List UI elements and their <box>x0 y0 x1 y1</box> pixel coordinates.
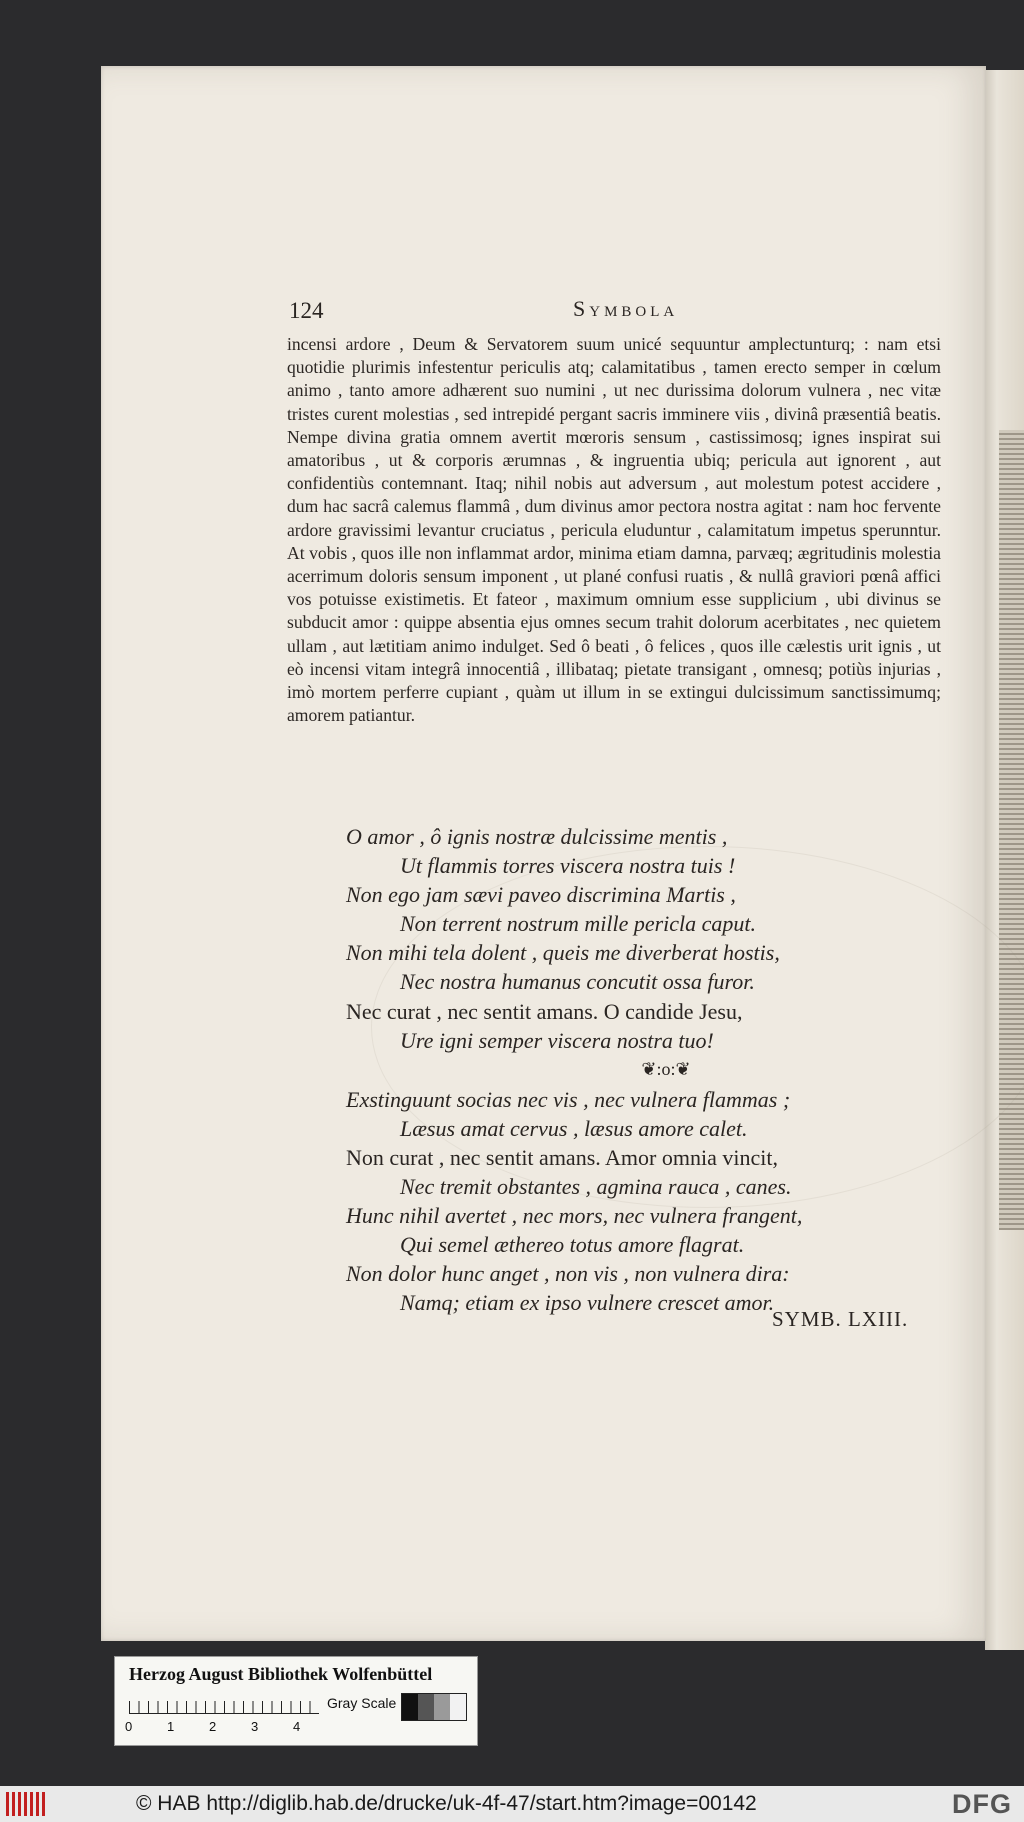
ruler-label: 4 <box>293 1719 301 1734</box>
verse-line: Non ego jam sævi paveo discrimina Martis , <box>346 882 736 908</box>
color-reference-card <box>114 1656 478 1746</box>
verse-line: Qui semel æthereo totus amore flagrat. <box>400 1232 745 1258</box>
source-url[interactable]: © HAB http://diglib.hab.de/drucke/uk-4f-47/start.htm?image=00142 <box>136 1792 757 1815</box>
verse-line: Exstinguunt socias nec vis , nec vulnera flammas ; <box>346 1086 791 1112</box>
footer-bar <box>0 1786 1024 1822</box>
dfg-logo: DFG <box>952 1789 1012 1819</box>
ruler-label: 3 <box>251 1719 259 1734</box>
verse-line: Ut flammis torres viscera nostra tuis ! <box>400 853 736 879</box>
ornament-fleuron: ❦:o:❦ <box>641 1058 691 1079</box>
verse-line: Namq; etiam ex ipso vulnere crescet amor. <box>400 1290 775 1316</box>
card-title: Herzog August Bibliothek Wolfenbüttel <box>129 1664 433 1684</box>
catchword: SYMB. LXIII. <box>772 1307 909 1331</box>
verse-block <box>346 822 946 1318</box>
gray-scale-label: Gray Scale <box>327 1695 397 1711</box>
gray-patch <box>402 1694 418 1720</box>
page-number: 124 <box>289 298 324 323</box>
running-head: Symbola <box>573 296 679 321</box>
verse-line: Non mihi tela dolent , queis me diverberat hostis, <box>346 940 780 966</box>
verse-line: Nec curat , nec sentit amans. O candide Jesu, <box>346 998 743 1024</box>
ruler-label: 1 <box>167 1719 175 1734</box>
verse-line: Læsus amat cervus , læsus amore calet. <box>400 1115 748 1141</box>
verse-line: Non dolor hunc anget , non vis , non vulnera dira: <box>346 1261 790 1287</box>
verse-line: Nec tremit obstantes , agmina rauca , canes. <box>400 1174 792 1200</box>
adjacent-page-edge <box>985 70 1024 1650</box>
verse-line: Nec nostra humanus concutit ossa furor. <box>400 969 755 995</box>
library-logo-icon <box>6 1792 48 1816</box>
prose-text: incensi ardore , Deum & Servatorem suum unicé sequuntur amplectuntur​q; : nam etsi quotidie plurimis infestentur periculis atq; calamitatibus , tamen erecto semper in cœlum animo , tanto amore adhærent suo numini , ut nec durissima dolorum vulnera , nec vitæ tristes curent molestias , sed intrepidé pergant sacris imminere viis , divinâ præsentiâ beatis. Nempe divina gratia omnem avertit mœroris sensum , castissimosq; ignes inspirat sui amatoribus , ut & corporis ærumnas , & ingruentia ubiq; pericula aut ignorent , aut confidentiùs contemnant. Itaq; nihil nobis aut adversum , aut molestum potest accidere , dum hac sacrâ calemus flammâ , dum divinus amor pectora nostra agitat : nam hoc fervente ardore gravissimi levantur cruciatus , pericula eluduntur , calamitatum impetus sperunntur. At vobis , quos ille non inflammat ardor, minima etiam damna, parvæq; ægritudinis molestia acerrimum doloris sensum imponent , ut plané confusi ruatis , & nullâ graviori pœnâ affici vos potuisse existimetis. Et fateor , maximum omnium esse supplicium , ubi divinus se subducit amor : quippe absentia ejus omnes secum trahit dolorum acerbitates , nec quietem ullam , aut lætitiam animo indulget. Sed ô beati , ô felices , quos ille cælestis urit ignis , ut eò incensi vitam integrâ innocentiâ , illibataq; pietate transigant , omnesq; potiùs injurias , imò mortem perferre cupiant , quàm ut illum in se extingui dulcissimum sanctissimumq; amorem patiantur. <box>287 334 941 726</box>
ruler-label: 2 <box>209 1719 217 1734</box>
ruler-labels <box>125 1719 345 1737</box>
verse-line: Hunc nihil avertet , nec mors, nec vulnera frangent, <box>346 1203 803 1229</box>
gray-scale-strip <box>401 1693 467 1721</box>
verse-line: O amor , ô ignis nostræ dulcissime mentis , <box>346 824 728 849</box>
prose-paragraph <box>287 333 941 727</box>
verse-line: Non terrent nostrum mille pericla caput. <box>400 911 757 937</box>
verse-line: Non curat , nec sentit amans. Amor omnia vincit, <box>346 1144 778 1170</box>
ruler-label: 0 <box>125 1719 133 1734</box>
gray-patch <box>418 1694 434 1720</box>
scale-ruler <box>129 1693 319 1714</box>
verse-line: Ure igni semper viscera nostra tuo! <box>400 1027 714 1053</box>
gray-patch <box>434 1694 450 1720</box>
gray-patch <box>450 1694 466 1720</box>
